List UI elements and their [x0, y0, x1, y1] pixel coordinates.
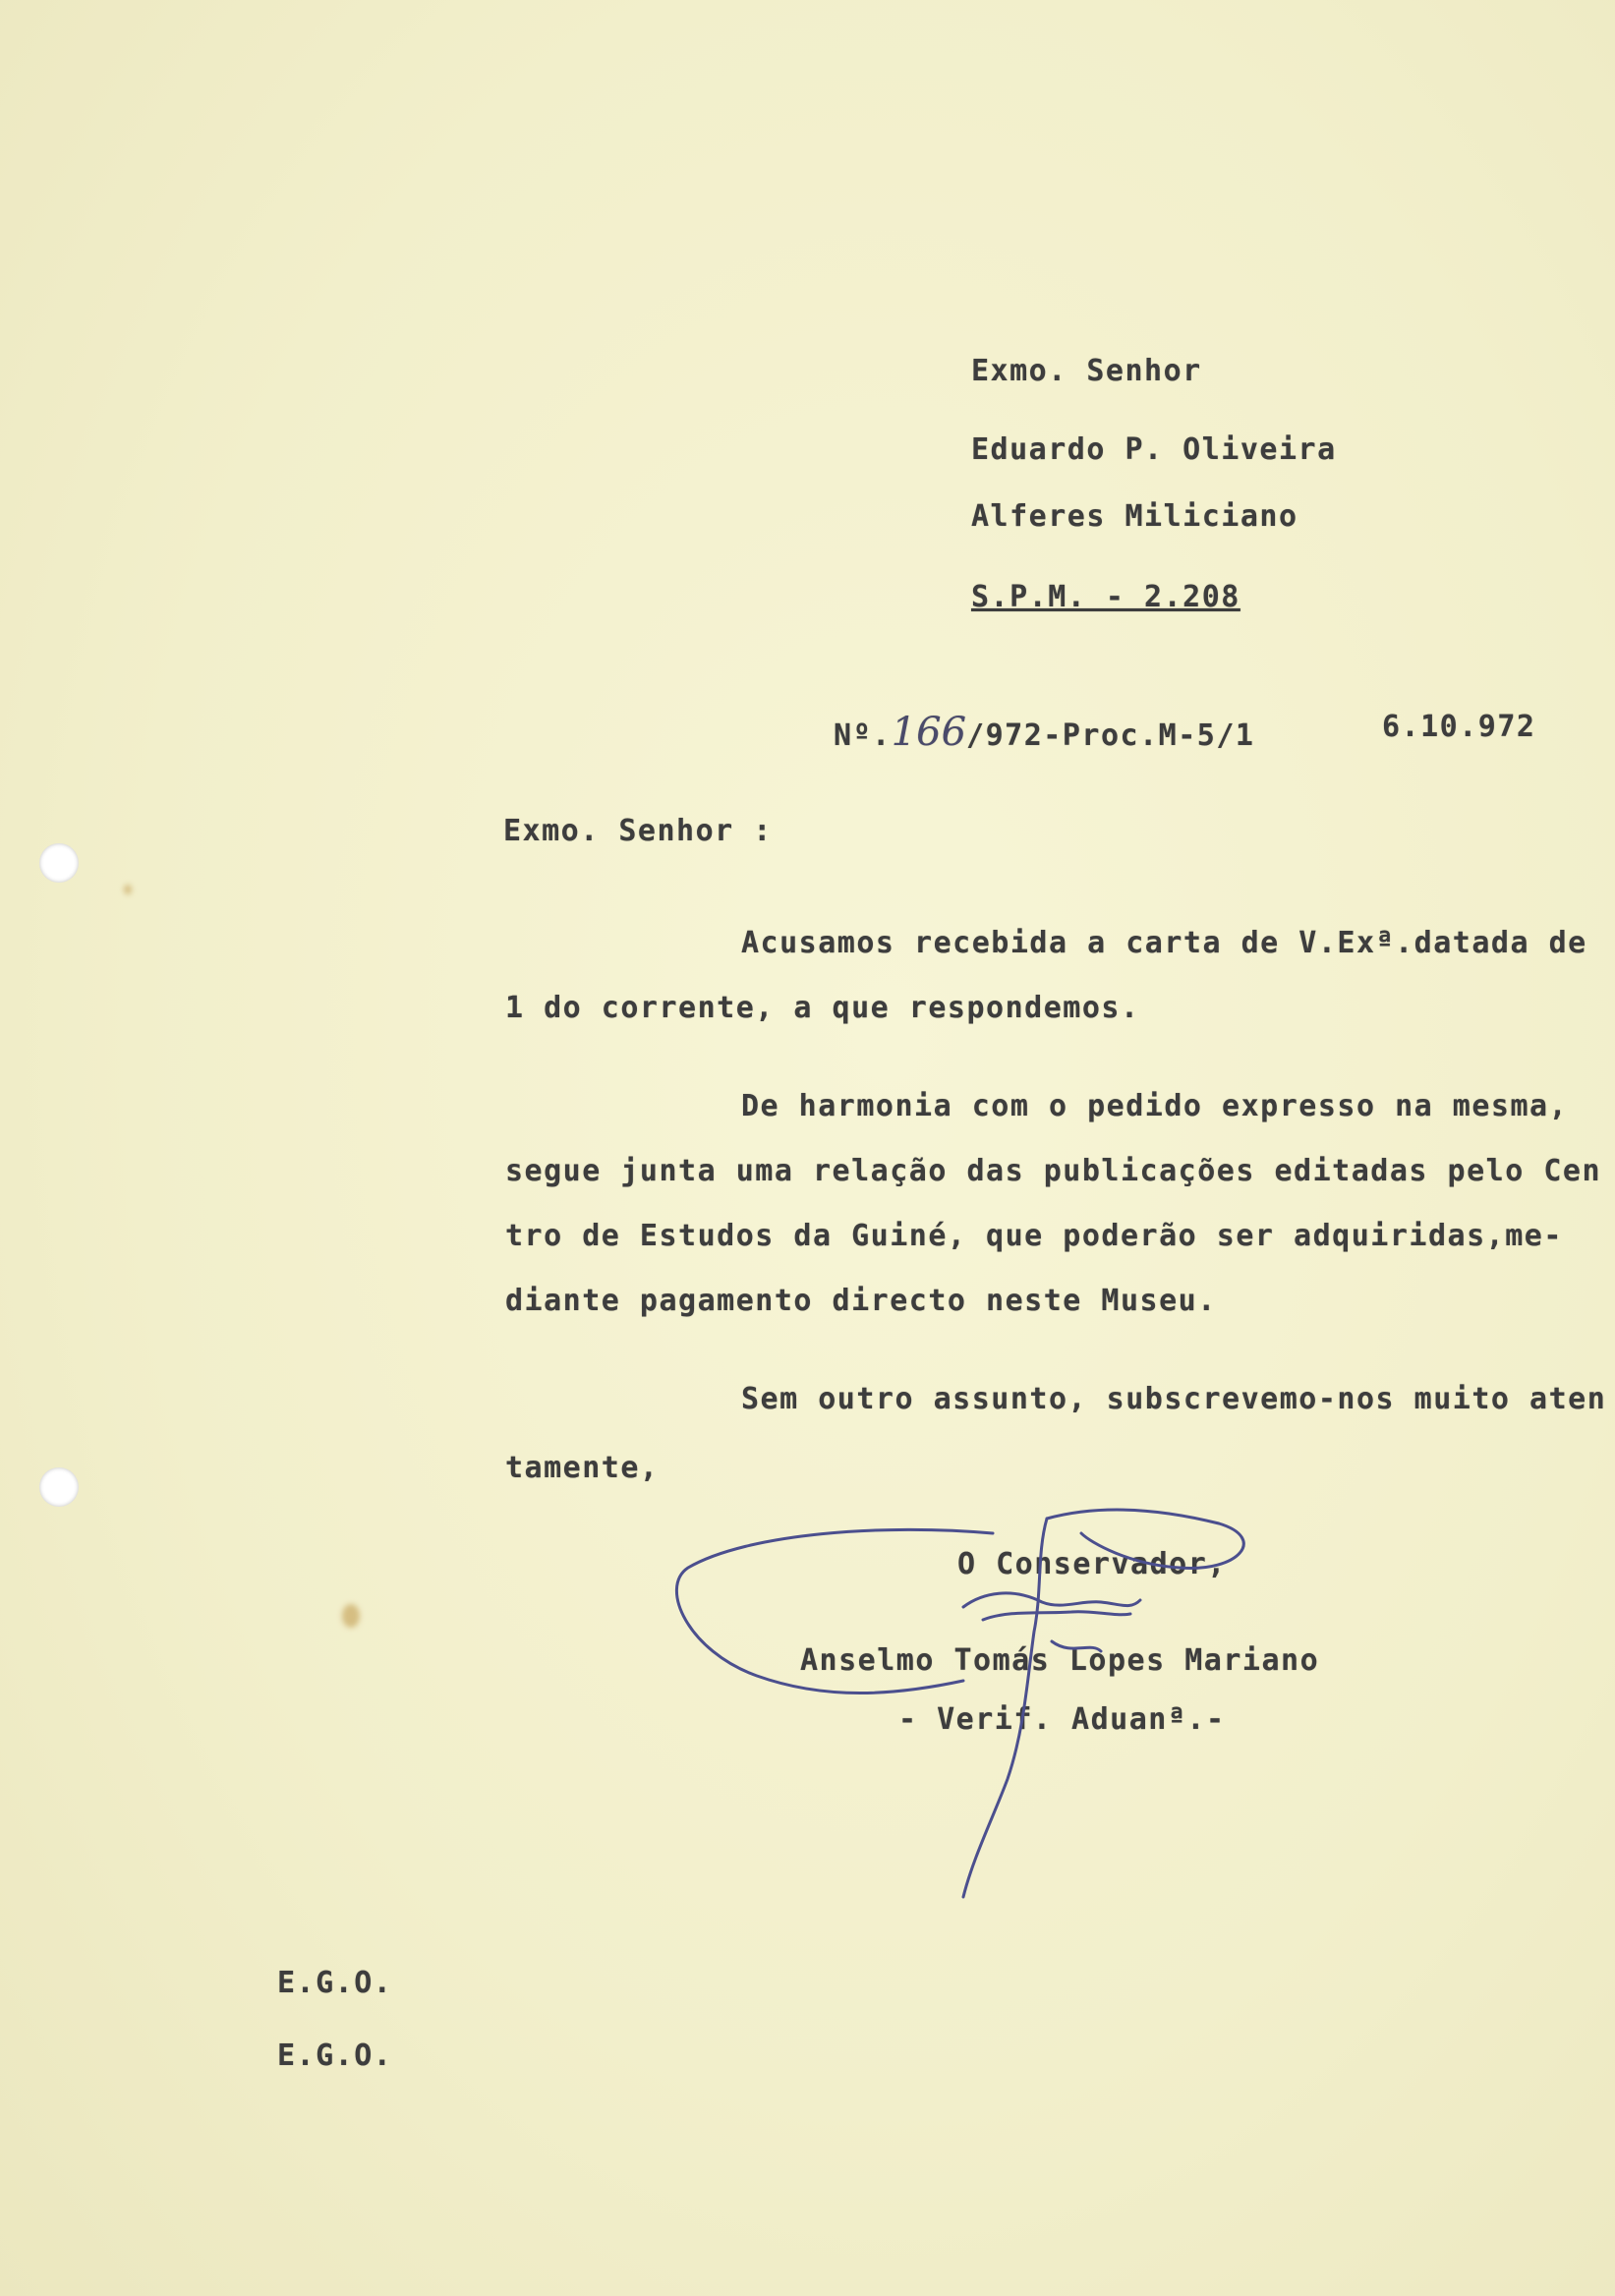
stain-spot-small: [124, 885, 132, 894]
closing-title: O Conservador,: [957, 1547, 1227, 1581]
punch-hole-bottom: [39, 1467, 79, 1507]
greeting: Exmo. Senhor :: [503, 814, 773, 848]
reference-prefix: Nº.: [834, 718, 892, 753]
reference-code: /972-Proc.M-5/1: [966, 718, 1255, 753]
closing-position: - Verif. Aduanª.-: [898, 1702, 1226, 1737]
body-line-7: Sem outro assunto, subscrevemo-nos muito aten: [741, 1382, 1607, 1416]
reference-line: [834, 710, 1254, 755]
reference-date: 6.10.972: [1382, 710, 1536, 744]
closing-name: Anselmo Tomás Lopes Mariano: [800, 1643, 1320, 1678]
recipient-name: Eduardo P. Oliveira: [971, 432, 1337, 467]
reference-handwritten-number: 166: [891, 710, 967, 755]
body-line-6: diante pagamento directo neste Museu.: [505, 1284, 1217, 1318]
body-line-5: tro de Estudos da Guiné, que poderão ser adquiridas,me-: [505, 1219, 1563, 1253]
footer-line-1: E.G.O.: [277, 1966, 393, 2000]
body-line-2: 1 do corrente, a que respondemos.: [505, 991, 1140, 1025]
body-line-1: Acusamos recebida a carta de V.Exª.datada de: [741, 926, 1587, 960]
stain-spot: [342, 1604, 360, 1628]
body-line-4: segue junta uma relação das publicações editadas pelo Cen: [505, 1154, 1602, 1188]
body-line-3: De harmonia com o pedido expresso na mesma,: [741, 1089, 1569, 1123]
punch-hole-top: [39, 843, 79, 883]
footer-line-2: E.G.O.: [277, 2038, 393, 2073]
recipient-rank: Alferes Miliciano: [971, 499, 1298, 534]
recipient-spm: S.P.M. - 2.208: [971, 580, 1240, 614]
recipient-salutation: Exmo. Senhor: [971, 354, 1202, 388]
body-line-8: tamente,: [505, 1451, 660, 1485]
